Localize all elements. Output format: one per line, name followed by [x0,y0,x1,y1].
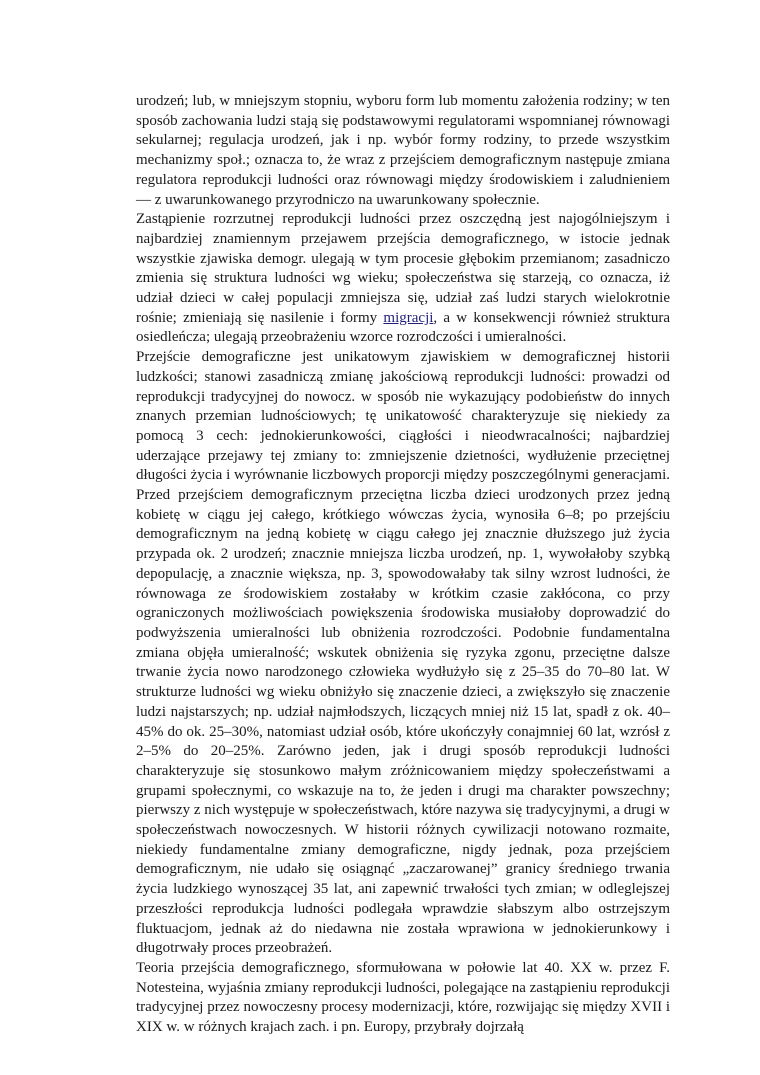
paragraph-2-text-start: Zastąpienie rozrzutnej reprodukcji ludności przez oszczędną jest najogólniejszym i najbardziej znamiennym przejawem przejścia demograficznego, w istocie jednak wszystkie zjawiska demogr. ulegają w tym procesie głębokim przemianom; zasadniczo zmienia się struktura ludności wg wieku; społeczeństwa się starzeją, co oznacza, iż udział dzieci w całej populacji zmniejsza się, udział zaś ludzi starych wielokrotnie rośnie; zmieniają się nasilenie i formy [136,211,670,326]
paragraph-1: urodzeń; lub, w mniejszym stopniu, wyboru form lub momentu założenia rodziny; w ten sposób zachowania ludzi stają się podstawowymi regulatorami wspomnianej równowagi sekularnej; regulacja urodzeń, jak i np. wybór formy rodziny, to przede wszystkim mechanizmy społ.; oznacza to, że wraz z przejściem demograficznym następuje zmiana regulatora reprodukcji ludności oraz równowagi między środowiskiem i zaludnieniem — z uwarunkowanego przyrodniczo na uwarunkowany społecznie. [136,93,670,208]
paragraph-3: Przejście demograficzne jest unikatowym zjawiskiem w demograficznej historii ludzkości; stanowi zasadniczą zmianę jakościową reprodukcji ludności: prowadzi od reprodukcji tradycyjnej do nowocz. w sposób nie wykazujący podobieństw do innych znanych przemian ludnościowych; tę unikatowość charakteryzuje się niekiedy za pomocą 3 cech: jednokierunkowości, ciągłości i nieodwracalności; najbardziej uderzające przejawy tej zmiany to: zmniejszenie dzietności, wydłużenie przeciętnej długości życia i wyrównanie liczbowych proporcji między poszczególnymi generacjami. Przed przejściem demograficznym przeciętna liczba dzieci urodzonych przez jedną kobietę w ciągu jej całego, krótkiego wówczas życia, wynosiła 6–8; po przejściu demograficznym na jedną kobietę w ciągu całego jej znacznie dłuższego już życia przypada ok. 2 urodzeń; znacznie mniejsza liczba urodzeń, np. 1, wywołałoby szybką depopulację, a znacznie większa, np. 3, spowodowałaby tak silny wzrost ludności, że równowaga ze środowiskiem zostałaby w krótkim czasie zakłócona, co przy ograniczonych możliwościach powiększenia środowiska musiałoby doprowadzić do podwyższenia umieralności lub obniżenia rozrodczości. Podobnie fundamentalna zmiana objęła umieralność; wskutek obniżenia się ryzyka zgonu, przeciętne dalsze trwanie życia nowo narodzonego człowieka wydłużyło się z 25–35 do 70–80 lat. W strukturze ludności wg wieku obniżyło się znaczenie dzieci, a zwiększyło się znaczenie ludzi najstarszych; np. udział najmłodszych, liczących mniej niż 15 lat, spadł z ok. 40–45% do ok. 25–30%, natomiast udział osób, które ukończyły conajmniej 60 lat, wzrósł z 2–5% do 20–25%. Zarówno jeden, jak i drugi sposób reprodukcji ludności charakteryzuje się stosunkowo małym zróżnicowaniem między społeczeństwami a grupami społecznymi, co wskazuje na to, że jeden i drugi ma charakter powszechny; pierwszy z nich występuje w społeczeństwach, które nazywa się tradycyjnymi, a drugi w społeczeństwach nowoczesnych. W historii różnych cywilizacji notowano rozmaite, niekiedy fundamentalne zmiany demograficzne, nigdy jednak, poza przejściem demograficznym, nie udało się osiągnąć „zaczarowanej” granicy średniego trwania życia ludzkiego wynoszącej 35 lat, ani zapewnić trwałości tych zmian; w odleglejszej przeszłości reprodukcja ludności podlegała wprawdzie słabszym albo ostrzejszym fluktuacjom, jednak aż do niedawna nie została wprawiona w jednokierunkowy i długotrwały proces przeobrażeń. [136,349,670,957]
migracji-link[interactable]: migracji [383,309,434,326]
paragraph-4: Teoria przejścia demograficznego, sformułowana w połowie lat 40. XX w. przez F. Notesteina, wyjaśnia zmiany reprodukcji ludności, polegające na zastąpieniu reprodukcji tradycyjnej przez nowoczesny procesy modernizacji, które, rozwijając się między XVII i XIX w. w różnych krajach zach. i pn. Europy, przybrały dojrzałą [136,959,670,1036]
paragraph-2-text-end: , a w konsekwencji również struktura osiedleńcza; ulegają przeobrażeniu wzorce rozrodczości i umieralności. [136,309,670,346]
paragraph-2 [136,210,670,348]
document-page [136,92,670,1038]
